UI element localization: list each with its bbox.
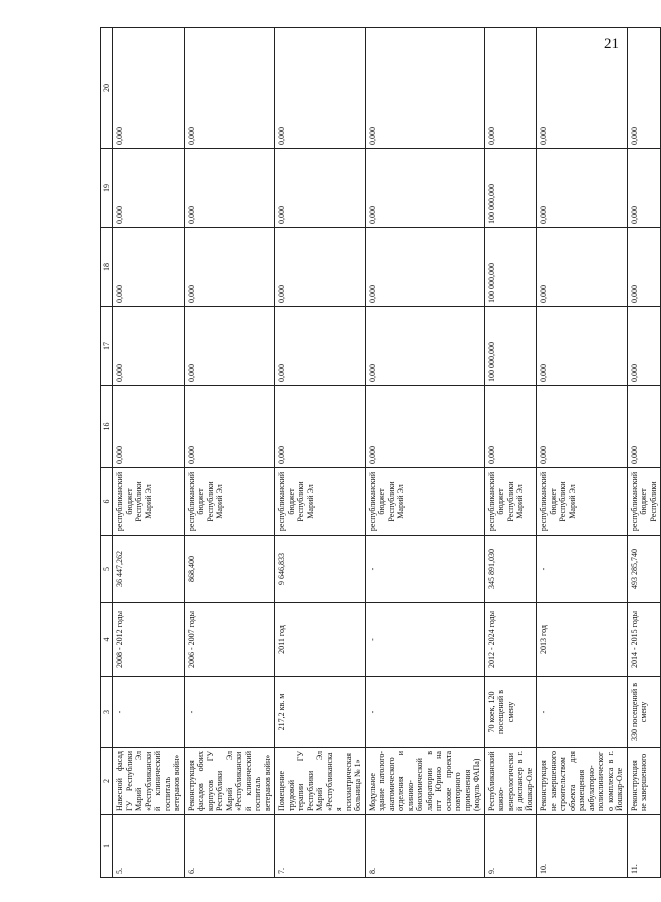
estimated-cost: - xyxy=(365,536,484,603)
capacity: 70 коек, 120 посещений в смену xyxy=(484,677,537,748)
funding-source: республиканский бюджет Республики Марий Эл xyxy=(365,468,484,536)
header-cell-16: 16 xyxy=(101,386,113,468)
row-number: 5. xyxy=(113,815,185,878)
object-name: Модульное здание патолого-анатомического отделения и клинико-биохимической лаборатории в пгт Юрино на основе проекта повторного применения (модуль ФАПа) xyxy=(365,748,484,815)
header-cell-17: 17 xyxy=(101,307,113,386)
capacity: - xyxy=(184,677,275,748)
value-17: 0,000 xyxy=(275,307,366,386)
table-row-7 xyxy=(275,28,366,878)
value-17: 0,000 xyxy=(113,307,185,386)
row-number: 10. xyxy=(537,815,628,878)
estimated-cost: - xyxy=(537,536,628,603)
value-18: 0,000 xyxy=(365,228,484,307)
period: 2012 - 2024 годы xyxy=(484,603,537,677)
value-20: 0,000 xyxy=(365,28,484,149)
value-16: 0,000 xyxy=(184,386,275,468)
value-18: 0,000 xyxy=(537,228,628,307)
page-number: 21 xyxy=(604,36,619,52)
value-20: 0,000 xyxy=(484,28,537,149)
capacity: - xyxy=(365,677,484,748)
table-row-9 xyxy=(484,28,537,878)
value-18: 0,000 xyxy=(627,228,661,307)
funding-source: республиканский бюджет Республики xyxy=(627,468,661,536)
estimated-cost: 9 646,833 xyxy=(275,536,366,603)
value-18: 0,000 xyxy=(113,228,185,307)
row-number: 11. xyxy=(627,815,661,878)
header-cell-2: 2 xyxy=(101,748,113,815)
header-cell-4: 4 xyxy=(101,603,113,677)
value-16: 0,000 xyxy=(537,386,628,468)
value-18: 0,000 xyxy=(275,228,366,307)
table-row-11 xyxy=(627,28,661,878)
row-number: 7. xyxy=(275,815,366,878)
value-16: 0,000 xyxy=(484,386,537,468)
rotated-table-container xyxy=(100,28,658,878)
value-17: 0,000 xyxy=(537,307,628,386)
period: 2011 год xyxy=(275,603,366,677)
value-17: 0,000 xyxy=(627,307,661,386)
header-cell-20: 20 xyxy=(101,28,113,149)
value-18: 0,000 xyxy=(184,228,275,307)
program-table xyxy=(100,27,661,878)
value-19: 0,000 xyxy=(627,149,661,228)
value-16: 0,000 xyxy=(365,386,484,468)
object-name: Реконструкция не завершенного xyxy=(627,748,661,815)
value-20: 0,000 xyxy=(627,28,661,149)
capacity: 330 посещений в смену xyxy=(627,677,661,748)
funding-source: республиканский бюджет Республики Марий Эл xyxy=(113,468,185,536)
period: 2006 - 2007 годы xyxy=(184,603,275,677)
estimated-cost: 345 891,030 xyxy=(484,536,537,603)
capacity: - xyxy=(113,677,185,748)
value-17: 0,000 xyxy=(365,307,484,386)
capacity: 217,2 кв. м xyxy=(275,677,366,748)
value-20: 0,000 xyxy=(537,28,628,149)
value-17: 0,000 xyxy=(184,307,275,386)
value-19: 0,000 xyxy=(113,149,185,228)
period: 2013 год xyxy=(537,603,628,677)
value-16: 0,000 xyxy=(275,386,366,468)
table-row-8 xyxy=(365,28,484,878)
object-name: Помещение трудовой терапии ГУ Республики Марий Эл «Республиканская психиатрическая больница № 1» xyxy=(275,748,366,815)
value-20: 0,000 xyxy=(275,28,366,149)
header-cell-18: 18 xyxy=(101,228,113,307)
value-17: 100 000,000 xyxy=(484,307,537,386)
object-name: Реконструкция не завершенного строительством объекта для размещения амбулаторно-поликлинического комплекса в г. Йошкар-Оле xyxy=(537,748,628,815)
value-20: 0,000 xyxy=(113,28,185,149)
funding-source: республиканский бюджет Республики Марий Эл xyxy=(537,468,628,536)
value-19: 100 000,000 xyxy=(484,149,537,228)
object-name: Навесной фасад ГУ Республики Марий Эл «Республиканский клинический госпиталь ветеранов войн» xyxy=(113,748,185,815)
header-cell-3: 3 xyxy=(101,677,113,748)
row-number: 8. xyxy=(365,815,484,878)
value-20: 0,000 xyxy=(184,28,275,149)
value-16: 0,000 xyxy=(113,386,185,468)
value-19: 0,000 xyxy=(275,149,366,228)
estimated-cost: 493 285,740 xyxy=(627,536,661,603)
table-row-6 xyxy=(184,28,275,878)
row-number: 9. xyxy=(484,815,537,878)
funding-source: республиканский бюджет Республики Марий Эл xyxy=(484,468,537,536)
row-number: 6. xyxy=(184,815,275,878)
period: 2014 - 2015 годы xyxy=(627,603,661,677)
value-19: 0,000 xyxy=(537,149,628,228)
table-row-10 xyxy=(537,28,628,878)
estimated-cost: 868,400 xyxy=(184,536,275,603)
table-row-5 xyxy=(113,28,185,878)
period: - xyxy=(365,603,484,677)
value-16: 0,000 xyxy=(627,386,661,468)
header-cell-5: 5 xyxy=(101,536,113,603)
estimated-cost: 36 447,262 xyxy=(113,536,185,603)
header-row xyxy=(101,28,113,878)
funding-source: республиканский бюджет Республики Марий Эл xyxy=(184,468,275,536)
header-cell-19: 19 xyxy=(101,149,113,228)
object-name: Республиканский кожно-венерологический диспансер в г. Йошкар-Оле xyxy=(484,748,537,815)
period: 2008 - 2012 годы xyxy=(113,603,185,677)
funding-source: республиканский бюджет Республики Марий Эл xyxy=(275,468,366,536)
header-cell-6: 6 xyxy=(101,468,113,536)
value-18: 100 000,000 xyxy=(484,228,537,307)
object-name: Реконструкция фасадов обоих корпусов ГУ Республики Марий Эл «Республиканский клинический госпиталь ветеранов войн» xyxy=(184,748,275,815)
value-19: 0,000 xyxy=(365,149,484,228)
capacity: - xyxy=(537,677,628,748)
value-19: 0,000 xyxy=(184,149,275,228)
header-cell-1: 1 xyxy=(101,815,113,878)
